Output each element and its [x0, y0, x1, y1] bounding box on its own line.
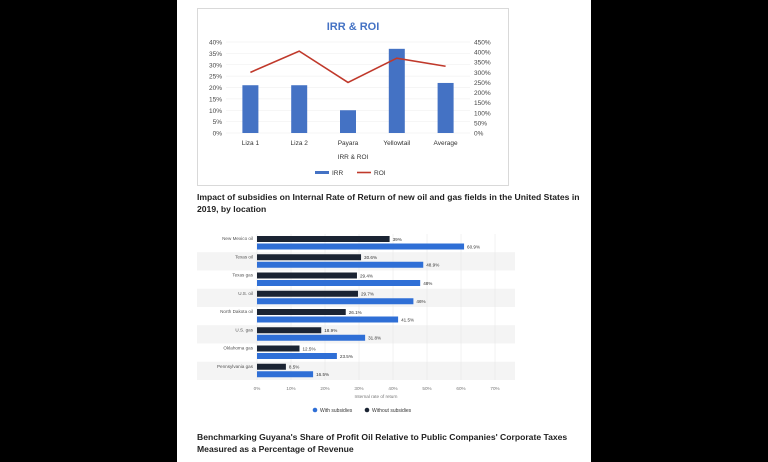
bar-with-subsidies	[257, 298, 413, 304]
category-label: Texas gas	[232, 272, 253, 278]
x-axis-tick-label: 20%	[320, 386, 330, 391]
category-label: Liza 1	[241, 140, 260, 147]
bar-without-subsidies	[257, 254, 361, 260]
bar-label-without: 8.5%	[288, 364, 300, 370]
bar-with-subsidies	[257, 353, 337, 359]
bar-label-with: 48%	[423, 280, 433, 286]
x-axis-tick-label: 70%	[490, 386, 500, 391]
left-axis-tick-label: 35%	[208, 50, 222, 58]
irr-bar	[291, 85, 307, 133]
x-axis-tick-label: 0%	[253, 386, 261, 391]
right-axis-tick-label: 350%	[474, 59, 491, 67]
bar-without-subsidies	[257, 309, 346, 315]
category-label: Payara	[337, 140, 359, 147]
left-axis-tick-label: 5%	[212, 119, 222, 127]
bar-label-with: 31.8%	[368, 335, 382, 341]
left-axis-tick-label: 25%	[208, 73, 222, 81]
category-label: Liza 2	[290, 140, 308, 147]
left-axis-tick-label: 0%	[212, 130, 222, 138]
caption-benchmarking: Benchmarking Guyana's Share of Profit Oil Relative to Public Companies' Corporate Taxes Measured as a Percentage of Revenue	[197, 432, 568, 454]
x-axis-title: Internal rate of return	[354, 394, 398, 399]
right-axis-tick-label: 100%	[474, 110, 491, 118]
subsidies-irr-chart-svg	[197, 222, 515, 420]
bar-with-subsidies	[257, 371, 313, 377]
bar-with-subsidies	[257, 335, 365, 341]
right-axis-tick-label: 300%	[474, 69, 491, 77]
irr-bar	[438, 83, 454, 133]
bar-label-without: 29.4%	[359, 273, 373, 279]
left-axis-tick-label: 20%	[208, 85, 222, 92]
right-axis-tick-label: 50%	[474, 120, 488, 128]
category-label: Oklahoma gas	[223, 345, 253, 351]
irr-bar	[242, 85, 258, 133]
legend-with-swatch	[313, 408, 318, 413]
left-axis-tick-label: 10%	[208, 107, 222, 115]
category-label: New Mexico oil	[222, 236, 253, 241]
category-label: U.S. oil	[238, 290, 253, 296]
bar-label-without: 12.5%	[302, 346, 316, 352]
bar-label-without: 29.7%	[360, 291, 375, 297]
irr-roi-chart-svg	[198, 9, 508, 185]
x-axis-tick-label: 40%	[388, 386, 398, 391]
irr-roi-chart	[197, 8, 509, 186]
category-label: Average	[433, 140, 458, 147]
category-label: U.S. gas	[235, 327, 253, 333]
bar-with-subsidies	[257, 280, 420, 286]
bar-label-without: 39%	[392, 236, 402, 242]
bar-with-subsidies	[257, 262, 423, 268]
category-label: Yellowtail	[383, 140, 411, 147]
category-label: North Dakota oil	[220, 309, 253, 314]
x-axis-tick-label: 10%	[286, 386, 296, 391]
bar-label-with: 48.9%	[426, 262, 440, 268]
subsidies-irr-chart	[197, 222, 515, 420]
left-axis-tick-label: 15%	[208, 96, 222, 104]
legend-roi-label: ROI	[374, 170, 386, 177]
right-axis-tick-label: 400%	[474, 49, 491, 57]
bar-label-with: 46%	[416, 299, 426, 305]
category-label: Texas oil	[235, 254, 253, 260]
bar-label-with: 23.5%	[339, 353, 353, 359]
bar-label-without: 18.9%	[324, 328, 338, 334]
legend-irr-swatch	[315, 171, 329, 174]
x-axis-tick-label: 30%	[354, 386, 364, 391]
right-axis-tick-label: 450%	[474, 39, 491, 47]
bar-label-with: 41.5%	[401, 317, 415, 323]
right-axis-tick-label: 200%	[474, 90, 491, 98]
chart-title: IRR & ROI	[326, 21, 380, 33]
left-axis-tick-label: 30%	[208, 62, 222, 70]
bar-label-without: 30.6%	[364, 255, 378, 261]
irr-bar	[340, 110, 356, 133]
document-page	[177, 0, 591, 462]
legend-without-swatch	[365, 408, 370, 413]
bar-label-without: 26.1%	[348, 309, 362, 315]
bar-label-with: 16.5%	[316, 372, 330, 378]
x-axis-title: IRR & ROI	[337, 154, 369, 161]
right-axis-tick-label: 250%	[474, 79, 491, 87]
roi-line	[250, 51, 445, 82]
right-axis-tick-label: 150%	[474, 100, 491, 108]
bar-label-with: 60.9%	[467, 244, 481, 250]
bar-without-subsidies	[257, 291, 358, 297]
bar-with-subsidies	[257, 244, 464, 250]
legend-without-label: Without subsidies	[372, 407, 412, 414]
caption-subsidies-chart: Impact of subsidies on Internal Rate of Return of new oil and gas fields in the United States in 2019, by location	[197, 192, 580, 214]
bar-without-subsidies	[257, 273, 357, 279]
bar-without-subsidies	[257, 364, 286, 370]
bar-without-subsidies	[257, 236, 390, 242]
x-axis-tick-label: 60%	[456, 386, 466, 391]
bar-without-subsidies	[257, 346, 300, 352]
legend-with-label: With subsidies	[320, 407, 353, 414]
legend-irr-label: IRR	[332, 170, 344, 177]
bar-without-subsidies	[257, 327, 321, 333]
x-axis-tick-label: 50%	[422, 386, 432, 391]
left-axis-tick-label: 40%	[208, 39, 222, 47]
category-label: Pennsylvania gas	[216, 363, 253, 369]
right-axis-tick-label: 0%	[474, 130, 484, 138]
bar-with-subsidies	[257, 317, 398, 323]
